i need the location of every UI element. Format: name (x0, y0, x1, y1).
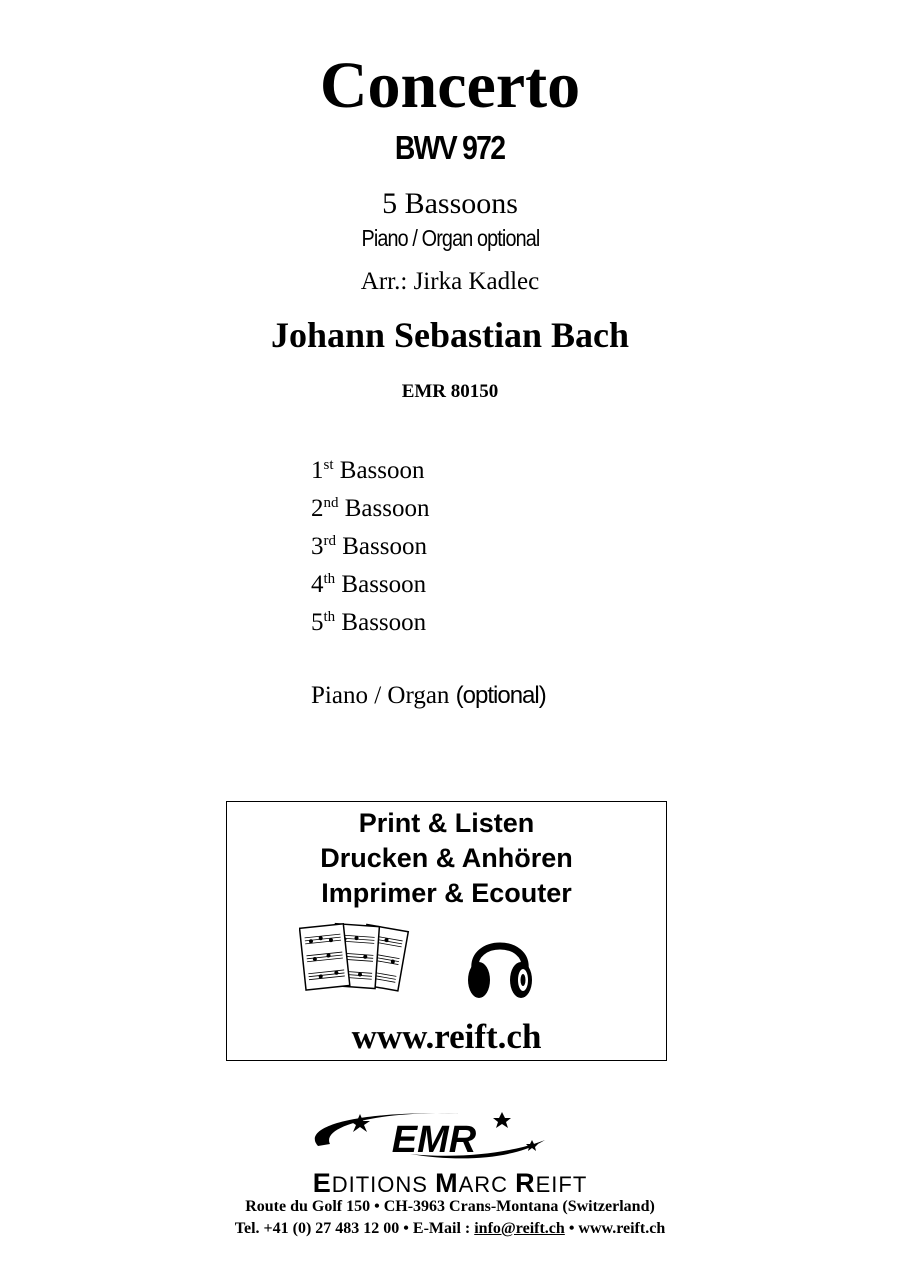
part-item: 2nd Bassoon (311, 495, 430, 522)
print-listen-box (226, 801, 667, 1061)
publisher-address: Route du Golf 150 • CH-3963 Crans-Montana (Switzerland) (245, 1198, 655, 1215)
arranger: Arr.: Jirka Kadlec (360, 268, 540, 295)
part-item: 4th Bassoon (311, 571, 427, 598)
promo-line-de: Drucken & Anhören (320, 843, 573, 873)
instrumentation: 5 Bassoons (382, 187, 518, 220)
accompaniment-note: Piano / Organ optional (361, 225, 539, 251)
piano-part (311, 680, 546, 712)
part-item: 1st Bassoon (311, 457, 425, 484)
part-item: 5th Bassoon (311, 609, 427, 636)
email-link[interactable]: info@reift.ch (474, 1220, 565, 1237)
promo-line-en: Print & Listen (358, 808, 535, 838)
emr-logo-text: EMR (391, 1119, 477, 1161)
parts-list (311, 455, 429, 645)
catalogue-number: BWV 972 (395, 129, 505, 166)
publisher-name: EDITIONS MARC REIFT (312, 1168, 588, 1198)
part-item: 3rd Bassoon (311, 533, 427, 560)
sheet-music-icon (299, 920, 411, 1000)
publisher-contact: Tel. +41 (0) 27 483 12 00 • E-Mail : info@reift.ch • www.reift.ch (234, 1220, 666, 1237)
promo-website[interactable]: www.reift.ch (351, 1017, 542, 1056)
promo-line-fr: Imprimer & Ecouter (321, 878, 572, 908)
piano-optional: (optional) (455, 682, 546, 709)
edition-code: EMR 80150 (401, 381, 499, 402)
composer: Johann Sebastian Bach (270, 315, 630, 355)
emr-logo (300, 1106, 560, 1166)
title: Concerto (319, 49, 581, 122)
piano-label: Piano / Organ (311, 682, 450, 709)
headphones-icon (465, 924, 535, 1002)
